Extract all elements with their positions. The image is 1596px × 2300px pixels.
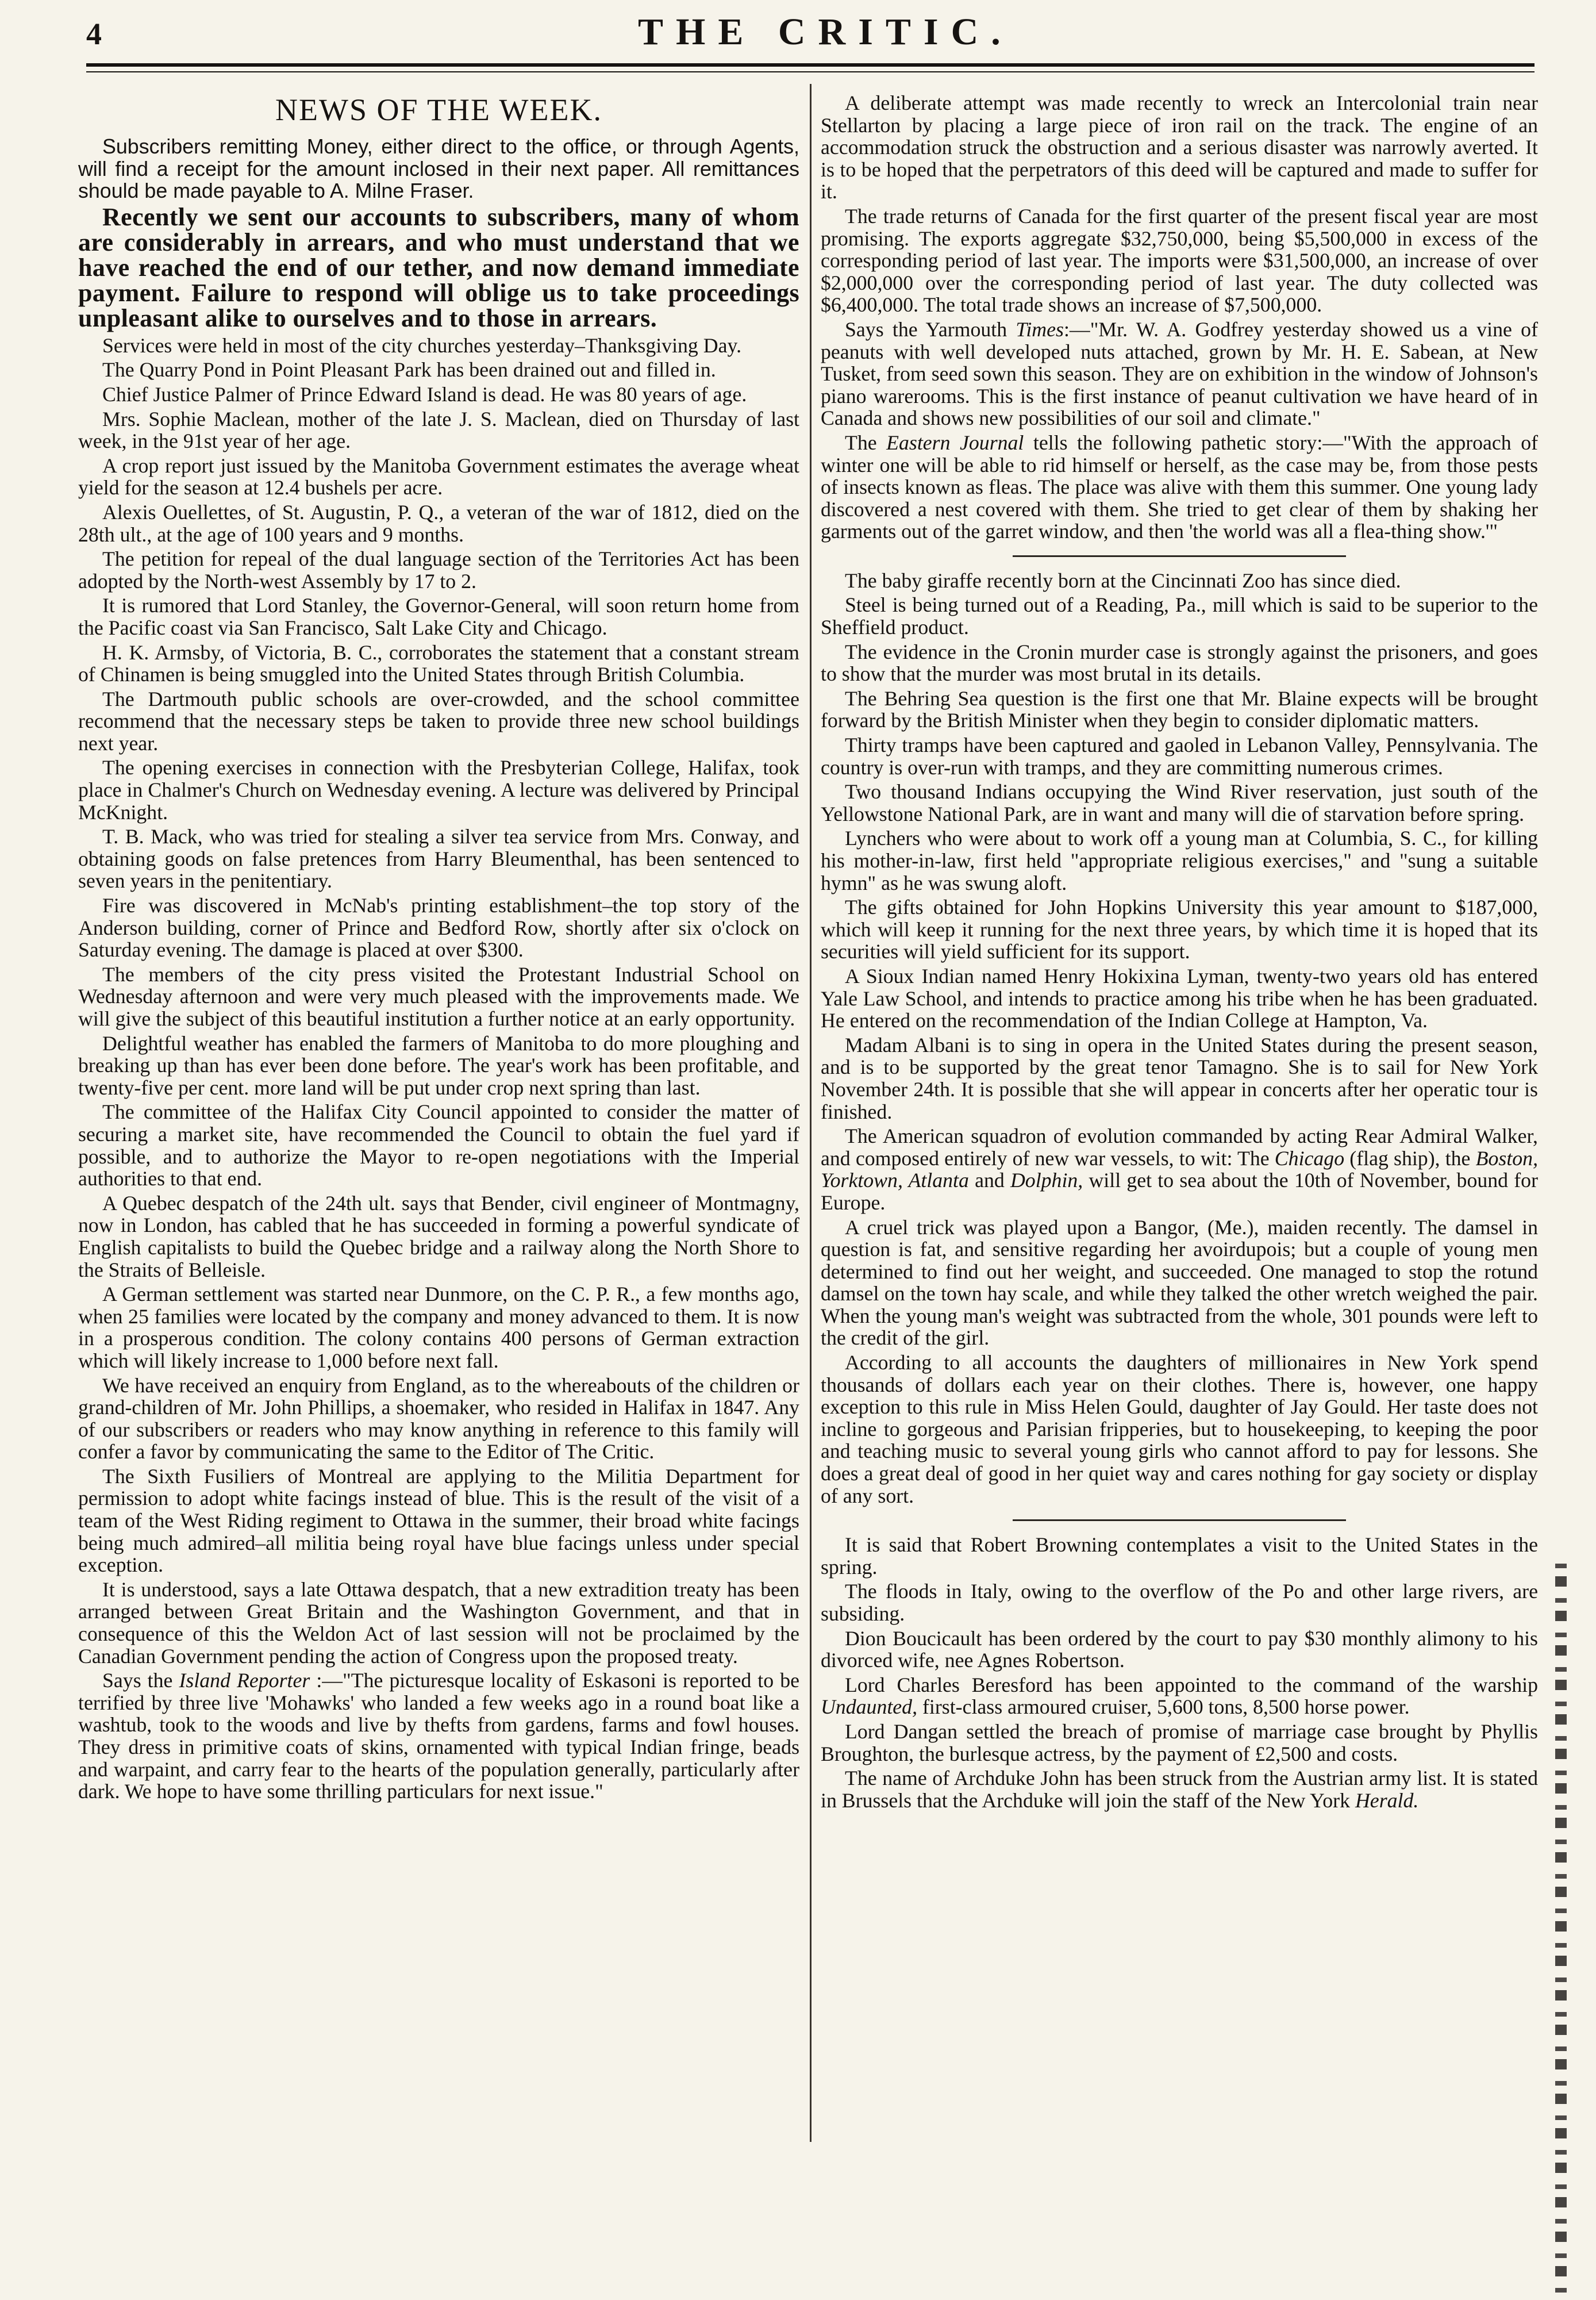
left-column [78,92,799,1805]
news-item-text: Lord Charles Beresford has been appointed to the command of the warship [845,1673,1538,1696]
news-item: Delightful weather has enabled the farmers of Manitoba to do more ploughing and breaking up than has ever been done before. The year's work has been profitable, and twenty-five per cent. more land will be put under crop next spring than last. [78,1031,799,1099]
news-item: A German settlement was started near Dunmore, on the C. P. R., a few months ago, when 25 families were located by the company and money advanced to them. It is now in a prosperous condition. The colony contains 400 persons of German extraction which will likely increase to 1,000 before next fall. [78,1283,799,1372]
header-rule [86,63,1535,67]
news-item-lead: Says the Yarmouth [845,317,1007,341]
right-news-items [821,92,1538,316]
news-item: A crop report just issued by the Manitoba Government estimates the average wheat yield for the season at 12.4 bushels per acre. [78,454,799,500]
news-item-quote: :—"Mr. W. A. Godfrey yesterday showed us a vine of peanuts with well developed nuts attached, grown by Mr. H. E. Sabean, at New Tusket, from seed sown this season. They are on exhibition in the window of Johnson's piano warerooms. This is the first instance of peanut cultivation we have heard of in Canada and shows new possibilities of our soil and climate." [821,317,1538,430]
section-separator [1013,1519,1346,1521]
news-item: Alexis Ouellettes, of St. Augustin, P. Q., a veteran of the war of 1812, died on the 28th ult., at the age of 100 years and 9 months. [78,500,799,546]
news-item: Mrs. Sophie Maclean, mother of the late J. S. Maclean, died on Thursday of last week, in the 91st year of her age. [78,407,799,453]
column-rule [810,84,812,2142]
right-news-items [821,570,1538,1123]
news-item: A cruel trick was played upon a Bangor, (Me.), maiden recently. The damsel in question is fat, and sensitive regarding her avoirdupois; but a couple of young men determined to find out her weight, and succeeded. One managed to stop the rotund damsel on the town hay scale, and while they talked the other wretch weighed the pair. When the young man's weight was subtracted from the whole, 301 pounds were left to the credit of the girl. [821,1215,1538,1350]
news-item: Chief Justice Palmer of Prince Edward Island is dead. He was 80 years of age. [102,382,747,406]
ship-name: Undaunted, [821,1695,918,1719]
section-separator [1013,555,1346,557]
news-item: The petition for repeal of the dual language section of the Territories Act has been adopted by the North-west Assembly by 17 to 2. [78,547,799,593]
news-item [78,1669,799,1803]
news-item: The trade returns of Canada for the first quarter of the present fiscal year are most promising. The exports aggregate $32,750,000, being $5,500,000 in excess of the corresponding period of last year. The imports were $31,500,000, an increase of over $2,000,000 over the corresponding period of last year. The duty collected was $6,400,000. The total trade shows an increase of $7,500,000. [821,204,1538,317]
news-item: It is rumored that Lord Stanley, the Governor-General, will soon return home from the Pacific coast via San Francisco, Salt Lake City and Chicago. [78,594,799,639]
news-item-text: will get to sea about the 10th of November, bound for Europe. [821,1169,1538,1214]
news-item: Thirty tramps have been captured and gaoled in Lebanon Valley, Pennsylvania. The country is over-run with tramps, and they are committing numerous crimes. [821,734,1538,779]
ship-name: Dolphin, [1010,1169,1083,1192]
news-item: The committee of the Halifax City Council appointed to consider the matter of securing a market site, have recommended the Council to obtain the fuel yard if possible, and to authorize the Mayor to re-open negotiations with the Imperial authorities to that end. [78,1100,799,1191]
right-news-items [821,1216,1538,1507]
news-item [821,1674,1538,1718]
header-rule-thin [86,71,1535,72]
news-item [821,1125,1538,1214]
newspaper-source: Times [1016,317,1064,341]
news-item-lead: The [845,431,877,454]
section-title: NEWS OF THE WEEK. [275,93,602,127]
remittance-notice: Subscribers remitting Money, either direct to the office, or through Agents, will find a receipt for the amount inclosed in their next paper. All remittances should be made payable to A. Milne Fraser. [78,135,799,203]
news-item-text: (flag ship), the [1349,1146,1471,1170]
news-item-lead: Says the [102,1669,173,1692]
news-item: We have received an enquiry from England, as to the whereabouts of the children or grand-children of Mr. John Phillips, a shoemaker, who resided in Halifax in 1847. Any of our subscribers or readers who may know anything in reference to this family will confer a favor by communicating the same to the Editor of The Critic. [78,1373,799,1464]
news-item [821,1767,1538,1811]
news-item: Lord Dangan settled the breach of promise of marriage case brought by Phyllis Broughton, the burlesque actress, by the payment of £2,500 and costs. [821,1719,1538,1765]
news-item-quote: tells the following pathetic story:—"With the approach of winter one will be able to rid himself or herself, as the case may be, from those pests of insects known as fleas. The place was alive with them this summer. One young lady discovered a nest covered with them. She tried to get clear of them by shaking her garments out of the garret window, and then 'the world was all a flea-thing show.'" [821,431,1539,543]
news-item: T. B. Mack, who was tried for stealing a silver tea service from Mrs. Conway, and obtaining goods on false pretences from Harry Bleumenthal, has been sentenced to seven years in the penitentiary. [78,825,799,893]
news-item: A Quebec despatch of the 24th ult. says that Bender, civil engineer of Montmagny, now in London, has cabled that he has succeeded in forming a powerful syndicate of English capitalists to build the Quebec bridge and a railway along the North Shore to the Straits of Belleisle. [78,1191,799,1281]
news-item: Lynchers who were about to work off a young man at Columbia, S. C., for killing his mother-in-law, first held "appropriate religious exercises," and "sung a suitable hymn" as he was swung aloft. [821,827,1538,894]
news-item: Madam Albani is to sing in opera in the United States during the present season, and is to be supported by the great tenor Tamagno. She is to sail for New York November 24th. It is possible that she will appear in concerts after her operatic tour is finished. [821,1033,1538,1123]
newspaper-source: Herald. [1355,1788,1419,1812]
news-item: Services were held in most of the city churches yesterday–Thanksgiving Day. [102,333,742,357]
news-item-quote: :—"The picturesque locality of Eskasoni is reported to be terrified by three live 'Mohawks' who landed a few weeks ago in a round boat like a washtub, took to the woods and live by thefts from gardens, farms and fowl houses. They dress in primitive coats of skins, ornamented with typical Indian fringe, beads and warpaint, and carry fear to the hearts of the population generally, particularly after dark. We hope to have some thrilling particulars for next issue." [78,1669,799,1803]
news-item: The baby giraffe recently born at the Cincinnati Zoo has since died. [845,569,1401,592]
news-item [821,318,1538,429]
page-number: 4 [86,17,102,51]
news-item-text: first-class armoured cruiser, 5,600 tons, 8,500 horse power. [922,1695,1410,1719]
scan-edge-marks [1555,1564,1567,2299]
news-item: H. K. Armsby, of Victoria, B. C., corroborates the statement that a constant stream of Chinamen is being smuggled into the United States through British Columbia. [78,640,799,686]
arrears-notice: Recently we sent our accounts to subscribers, many of whom are considerably in arrears, and who must understand that we have reached the end of our tether, and now demand immediate payment. Failure to respond will oblige us to take proceedings unpleasant alike to ourselves and to those in arrears. [78,202,799,332]
right-news-items [821,1534,1538,1672]
news-item: It is understood, says a late Ottawa despatch, that a new extradition treaty has been arranged between Great Britain and the Washington Government, and that in consequence of this the Weldon Act of last session will not be proclaimed by the Canadian Government pending the action of Congress upon the proposed treaty. [78,1577,799,1668]
news-item-text: and [975,1169,1005,1192]
newspaper-source: Island Reporter [179,1669,310,1692]
news-item-text: The name of Archduke John has been struck from the Austrian army list. It is stated in Brussels that the Archduke will join the staff of the New York [821,1767,1538,1812]
news-item: The gifts obtained for John Hopkins University this year amount to $187,000, which will keep it running for the next three years, by which time it is hoped that its securities will yield sufficient for its support. [821,896,1538,963]
left-news-items [78,335,799,1667]
news-item: The opening exercises in connection with the Presbyterian College, Halifax, took place in Chalmer's Church on Wednesday evening. A lecture was delivered by Principal McKnight. [78,756,799,824]
masthead: THE CRITIC. [638,11,1013,53]
ship-name: Boston, Yorktown, Atlanta [821,1146,1539,1192]
news-item [821,432,1538,543]
news-item: Dion Boucicault has been ordered by the court to pay $30 monthly alimony to his divorced wife, nee Agnes Robertson. [821,1626,1538,1672]
news-item: A Sioux Indian named Henry Hokixina Lyman, twenty-two years old has entered Yale Law School, and intends to practice among his tribe when he has been graduated. He entered on the recommendation of the Indian College at Hampton, Va. [821,964,1538,1032]
news-item: The Sixth Fusiliers of Montreal are applying to the Militia Department for permission to adopt white facings instead of blue. This is the result of the visit of a team of the West Riding regiment to Ottawa in the summer, their broad white facings being much admired–all militia being royal have blue facings unless under special exception. [78,1464,799,1577]
news-item: According to all accounts the daughters of millionaires in New York spend thousands of dollars each year on their clothes. There is, however, one happy exception to this rule in Miss Helen Gould, daughter of Jay Gould. Her taste does not incline to gorgeous and Parisian fripperies, but to housekeeping, to keeping the poor and teaching music to several young girls who cannot afford to pay for lessons. She does a great deal of good in her quiet way and cares nothing for gay society or display of any sort. [821,1351,1538,1507]
news-item: The members of the city press visited the Protestant Industrial School on Wednesday afternoon and were very much pleased with the improvements made. We will give the subject of this beautiful institution a further notice at an early opportunity. [78,962,799,1030]
right-column [821,92,1538,1814]
news-item-text: The American squadron of evolution commanded by acting Rear Admiral Walker, and composed entirely of new war vessels, to wit: The [821,1124,1538,1170]
news-item: Fire was discovered in McNab's printing establishment–the top story of the Anderson building, corner of Prince and Bedford Row, shortly after six o'clock on Saturday evening. The damage is placed at over $300. [78,894,799,962]
news-item: The Behring Sea question is the first one that Mr. Blaine expects will be brought forward by the British Minister when they begin to consider diplomatic matters. [821,686,1538,732]
news-item: The Quarry Pond in Point Pleasant Park has been drained out and filled in. [102,358,716,382]
news-item: Steel is being turned out of a Reading, Pa., mill which is said to be superior to the Sheffield product. [821,593,1538,639]
news-item: The evidence in the Cronin murder case is strongly against the prisoners, and goes to show that the murder was most brutal in its details. [821,640,1538,686]
ship-name: Chicago [1274,1146,1345,1170]
news-item: Two thousand Indians occupying the Wind River reservation, just south of the Yellowstone National Park, are in want and many will die of starvation before spring. [821,780,1538,825]
news-item: The floods in Italy, owing to the overflow of the Po and other large rivers, are subsiding. [821,1580,1538,1625]
news-item: It is said that Robert Browning contemplates a visit to the United States in the spring. [821,1533,1538,1579]
newspaper-source: Eastern Journal [886,431,1024,454]
news-item: A deliberate attempt was made recently to wreck an Intercolonial train near Stellarton by placing a large piece of iron rail on the track. The engine of an accommodation struck the obstruction and a serious disaster was narrowly averted. It is to be hoped that the perpetrators of this deed will be captured and made to suffer for it. [821,91,1538,203]
news-item: The Dartmouth public schools are over-crowded, and the school committee recommend that the necessary steps be taken to provide three new school buildings next year. [78,687,799,755]
